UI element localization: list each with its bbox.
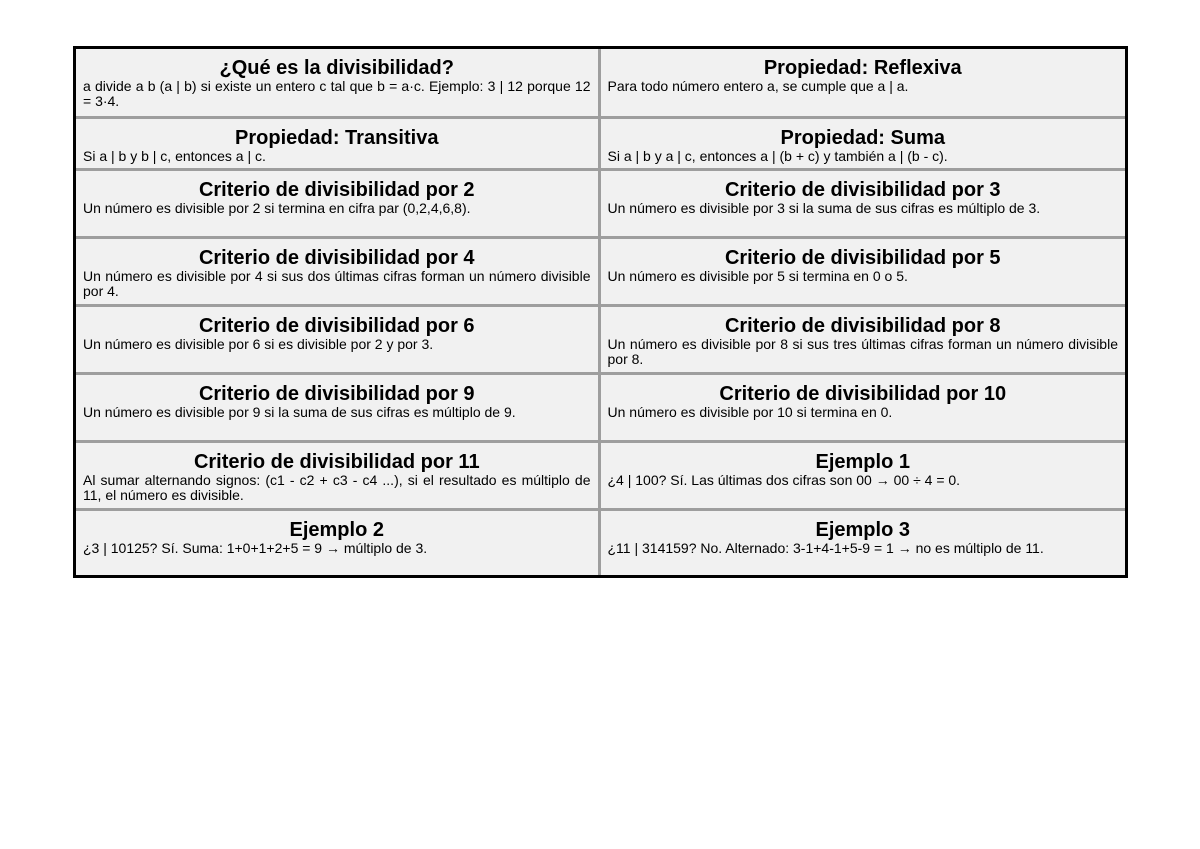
card-title: Ejemplo 1 [815,451,910,473]
card-title: Criterio de divisibilidad por 2 [198,179,475,201]
card-text: ¿11 | 314159? No. Alternado: 3-1+4-1+5-9 = 1 → no es múltiplo de 11. [607,540,1044,556]
card-criterio-8 [601,307,1126,375]
card-title: Criterio de divisibilidad por 5 [724,247,1001,269]
card-title: Criterio de divisibilidad por 8 [724,315,1001,337]
flashcard-sheet [73,46,1128,578]
card-ejemplo-3 [601,511,1126,575]
card-title: Criterio de divisibilidad por 6 [198,315,475,337]
card-criterio-11 [76,443,601,511]
card-criterio-10 [601,375,1126,443]
card-ejemplo-1 [601,443,1126,511]
card-propiedad-reflexiva [601,49,1126,119]
card-text: ¿4 | 100? Sí. Las últimas dos cifras son 00 → 00 ÷ 4 = 0. [607,472,961,488]
card-text: Un número es divisible por 5 si termina en 0 o 5. [607,268,908,284]
card-text: Un número es divisible por 9 si la suma de sus cifras es múltiplo de 9. [83,404,516,420]
card-title: Criterio de divisibilidad por 10 [719,383,1007,405]
card-text: Al sumar alternando signos: (c1 - c2 + c3 - c4 ...), si el resultado es múltiplo de 11, el número es divisible. [83,472,591,503]
card-propiedad-transitiva [76,119,601,171]
card-title: Criterio de divisibilidad por 3 [724,179,1001,201]
card-propiedad-suma [601,119,1126,171]
card-text: Un número es divisible por 6 si es divisible por 2 y por 3. [83,336,434,352]
card-text: Un número es divisible por 10 si termina en 0. [607,404,893,420]
card-title: Criterio de divisibilidad por 9 [198,383,475,405]
card-title: Ejemplo 2 [289,519,384,541]
card-title: Criterio de divisibilidad por 11 [193,451,480,473]
card-text: Un número es divisible por 3 si la suma de sus cifras es múltiplo de 3. [607,200,1041,216]
card-criterio-5 [601,239,1126,307]
card-text: Si a | b y b | c, entonces a | c. [83,148,266,164]
card-text: a divide a b (a | b) si existe un entero c tal que b = a·c. Ejemplo: 3 | 12 porque 12 = 3·4. [83,78,591,109]
card-criterio-4 [76,239,601,307]
card-text: Un número es divisible por 2 si termina en cifra par (0,2,4,6,8). [83,200,471,216]
card-criterio-3 [601,171,1126,239]
card-que-es-divisibilidad [76,49,601,119]
card-title: ¿Qué es la divisibilidad? [219,57,454,79]
flashcard-grid [76,49,1125,575]
card-title: Ejemplo 3 [815,519,910,541]
card-title: Propiedad: Transitiva [235,127,439,149]
card-text: ¿3 | 10125? Sí. Suma: 1+0+1+2+5 = 9 → múltiplo de 3. [83,540,428,556]
card-title: Propiedad: Suma [780,127,945,149]
card-text: Para todo número entero a, se cumple que a | a. [607,78,909,94]
card-text: Un número es divisible por 4 si sus dos últimas cifras forman un número divisible por 4. [83,268,591,299]
card-text: Un número es divisible por 8 si sus tres últimas cifras forman un número divisible por 8. [607,336,1118,367]
card-title: Propiedad: Reflexiva [763,57,962,79]
card-text: Si a | b y a | c, entonces a | (b + c) y también a | (b - c). [607,148,948,164]
card-criterio-9 [76,375,601,443]
card-ejemplo-2 [76,511,601,575]
card-criterio-2 [76,171,601,239]
card-title: Criterio de divisibilidad por 4 [198,247,475,269]
card-criterio-6 [76,307,601,375]
